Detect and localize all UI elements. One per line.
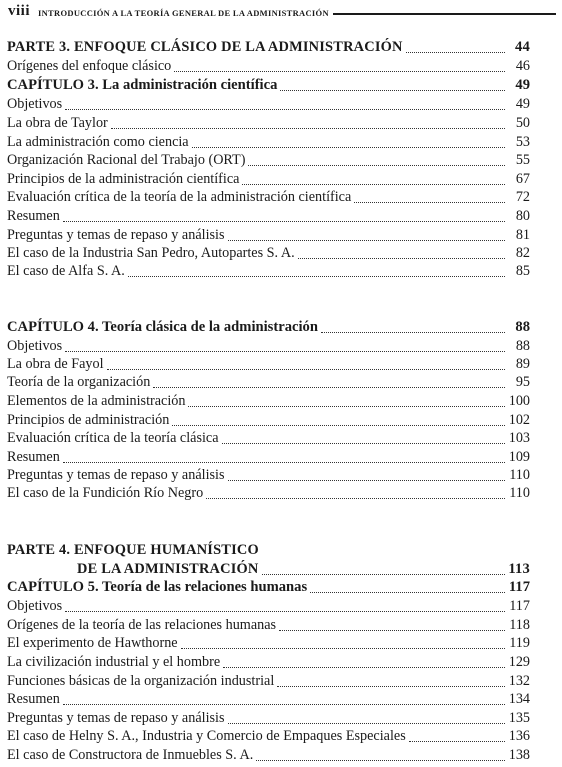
toc-entry-title: DE LA ADMINISTRACIÓN xyxy=(77,561,259,577)
dot-leader xyxy=(354,201,505,203)
toc-entry xyxy=(7,337,530,356)
toc-entry-page: 49 xyxy=(515,77,530,93)
dot-leader xyxy=(65,350,505,352)
toc-entry-title: Principios de la administración científica xyxy=(7,171,240,187)
toc-entry-title: Resumen xyxy=(7,208,60,224)
toc-entry xyxy=(7,151,530,170)
dot-leader xyxy=(248,164,505,166)
toc-entry-page: 55 xyxy=(515,152,530,168)
toc-entry-title: Organización Racional del Trabajo (ORT) xyxy=(7,152,246,168)
toc-entry-page: 49 xyxy=(515,96,530,112)
toc-entry xyxy=(7,597,530,616)
toc-entry xyxy=(7,727,530,746)
dot-leader xyxy=(277,685,505,687)
toc-entry-title: Preguntas y temas de repaso y análisis xyxy=(7,710,225,726)
toc-entry-title: Objetivos xyxy=(7,338,63,354)
dot-leader xyxy=(242,183,505,185)
dot-leader xyxy=(310,591,505,593)
dot-leader xyxy=(256,759,505,761)
toc-entry xyxy=(7,207,530,226)
toc-entry xyxy=(7,709,530,728)
toc-entry-page: 109 xyxy=(508,449,530,465)
toc-entry-title: La administración como ciencia xyxy=(7,134,189,150)
toc-entry xyxy=(7,318,530,337)
toc-entry xyxy=(7,114,530,133)
toc-entry-page: 117 xyxy=(509,598,530,614)
toc-entry-page: 129 xyxy=(508,654,530,670)
toc-entry-page: 110 xyxy=(509,485,530,501)
toc-entry xyxy=(7,38,530,57)
toc-entry-title: La obra de Taylor xyxy=(7,115,108,131)
toc-entry-page: 100 xyxy=(508,393,530,409)
toc-entry-page: 82 xyxy=(515,245,530,261)
toc-entry xyxy=(7,262,530,281)
toc-entry-page: 46 xyxy=(515,58,530,74)
dot-leader xyxy=(321,331,505,333)
toc-entry xyxy=(7,560,530,579)
toc-entry-title: Evaluación crítica de la teoría clásica xyxy=(7,430,219,446)
toc-entry xyxy=(7,170,530,189)
dot-leader xyxy=(279,629,505,631)
toc-entry-title: CAPÍTULO 5. Teoría de las relaciones humanas xyxy=(7,579,308,595)
dot-leader xyxy=(63,461,505,463)
toc-entry xyxy=(7,690,530,709)
toc-entry-page: 136 xyxy=(508,728,530,744)
dot-leader xyxy=(262,573,505,575)
dot-leader xyxy=(63,703,505,705)
toc-entry xyxy=(7,244,530,263)
toc-entry-title: El caso de Alfa S. A. xyxy=(7,263,125,279)
toc-entry-title: Resumen xyxy=(7,691,60,707)
toc-entry-page: 132 xyxy=(508,673,530,689)
toc-entry xyxy=(7,484,530,503)
toc-entry xyxy=(7,355,530,374)
toc-entry-page: 102 xyxy=(508,412,530,428)
toc-entry-page: 80 xyxy=(515,208,530,224)
dot-leader xyxy=(128,275,505,277)
dot-leader xyxy=(111,127,505,129)
toc-entry-page: 118 xyxy=(509,617,530,633)
toc-entry-page: 119 xyxy=(509,635,530,651)
toc-entry xyxy=(7,226,530,245)
toc-entry-title: CAPÍTULO 3. La administración científica xyxy=(7,77,278,93)
toc-entry xyxy=(7,95,530,114)
dot-leader xyxy=(107,368,505,370)
dot-leader xyxy=(222,442,505,444)
toc-entry-page: 135 xyxy=(508,710,530,726)
toc-entry-page: 53 xyxy=(515,134,530,150)
toc-entry-page: 110 xyxy=(509,467,530,483)
toc-entry-page: 44 xyxy=(515,39,530,55)
dot-leader xyxy=(228,722,506,724)
toc-entry-title: Preguntas y temas de repaso y análisis xyxy=(7,227,225,243)
dot-leader xyxy=(188,405,505,407)
dot-leader xyxy=(223,666,505,668)
toc-entry xyxy=(7,616,530,635)
dot-leader xyxy=(228,239,506,241)
dot-leader xyxy=(409,740,505,742)
toc-entry-title: Principios de administración xyxy=(7,412,170,428)
dot-leader xyxy=(153,386,505,388)
toc-entry-title: La civilización industrial y el hombre xyxy=(7,654,221,670)
toc-entry-title: Objetivos xyxy=(7,598,63,614)
toc-entry xyxy=(7,429,530,448)
toc-entry xyxy=(7,188,530,207)
header-rule xyxy=(333,13,556,15)
toc-entry xyxy=(7,634,530,653)
toc-entry-title: La obra de Fayol xyxy=(7,356,104,372)
toc-entry-title: Resumen xyxy=(7,449,60,465)
toc-entry xyxy=(7,411,530,430)
dot-leader xyxy=(206,497,505,499)
dot-leader xyxy=(192,146,505,148)
dot-leader xyxy=(406,51,505,53)
toc-entry-title: PARTE 3. ENFOQUE CLÁSICO DE LA ADMINISTRACIÓN xyxy=(7,39,403,55)
toc-entry-title: El caso de la Industria San Pedro, Autopartes S. A. xyxy=(7,245,295,261)
toc-entry xyxy=(7,133,530,152)
toc-entry-title: El experimento de Hawthorne xyxy=(7,635,178,651)
toc-entry xyxy=(7,57,530,76)
toc-entry-title: Objetivos xyxy=(7,96,63,112)
toc-entry xyxy=(7,373,530,392)
dot-leader xyxy=(174,70,505,72)
toc-entry-page: 72 xyxy=(515,189,530,205)
toc-entry xyxy=(7,76,530,95)
toc-entry-title: El caso de Constructora de Inmuebles S. A. xyxy=(7,747,254,763)
toc-entry-title: PARTE 4. ENFOQUE HUMANÍSTICO xyxy=(7,542,259,558)
toc-entry-page: 85 xyxy=(515,263,530,279)
toc-entry-title: Teoría de la organización xyxy=(7,374,151,390)
toc-entry-page: 89 xyxy=(515,356,530,372)
toc-entry-page: 134 xyxy=(508,691,530,707)
running-head xyxy=(8,2,556,20)
toc-entry-title: Elementos de la administración xyxy=(7,393,186,409)
toc-entry-page: 117 xyxy=(508,579,530,595)
toc-entry-page: 88 xyxy=(515,319,530,335)
toc-entry xyxy=(7,448,530,467)
running-title: INTRODUCCIÓN A LA TEORÍA GENERAL DE LA ADMINISTRACIÓN xyxy=(38,8,329,18)
dot-leader xyxy=(65,108,505,110)
toc-entry xyxy=(7,392,530,411)
toc-entry-title: El caso de Helny S. A., Industria y Comercio de Empaques Especiales xyxy=(7,728,406,744)
toc-entry-page: 95 xyxy=(515,374,530,390)
dot-leader xyxy=(181,647,505,649)
toc-entry-title: El caso de la Fundición Río Negro xyxy=(7,485,204,501)
page-number: viii xyxy=(8,3,31,19)
toc-entry xyxy=(7,466,530,485)
toc-entry-page: 67 xyxy=(515,171,530,187)
dot-leader xyxy=(65,610,505,612)
dot-leader xyxy=(172,424,505,426)
toc-entry-page: 113 xyxy=(508,561,530,577)
toc-entry-page: 88 xyxy=(515,338,530,354)
toc-entry-page: 103 xyxy=(508,430,530,446)
dot-leader xyxy=(262,555,505,556)
toc-entry-title: Funciones básicas de la organización industrial xyxy=(7,673,275,689)
toc-entry-title: Preguntas y temas de repaso y análisis xyxy=(7,467,225,483)
dot-leader xyxy=(63,220,505,222)
toc-entry-title: Orígenes del enfoque clásico xyxy=(7,58,172,74)
toc-entry-page: 138 xyxy=(508,747,530,763)
toc-entry-page: 50 xyxy=(515,115,530,131)
toc-entry-title: Evaluación crítica de la teoría de la administración científica xyxy=(7,189,352,205)
toc-entry xyxy=(7,672,530,691)
toc-entry xyxy=(7,578,530,597)
toc-entry xyxy=(7,541,530,560)
dot-leader xyxy=(298,257,505,259)
dot-leader xyxy=(228,479,506,481)
toc-entry-title: CAPÍTULO 4. Teoría clásica de la administración xyxy=(7,319,318,335)
toc-entry-title: Orígenes de la teoría de las relaciones humanas xyxy=(7,617,277,633)
toc-entry-page: 81 xyxy=(515,227,530,243)
dot-leader xyxy=(280,89,505,91)
toc-entry xyxy=(7,746,530,765)
toc-entry xyxy=(7,653,530,672)
